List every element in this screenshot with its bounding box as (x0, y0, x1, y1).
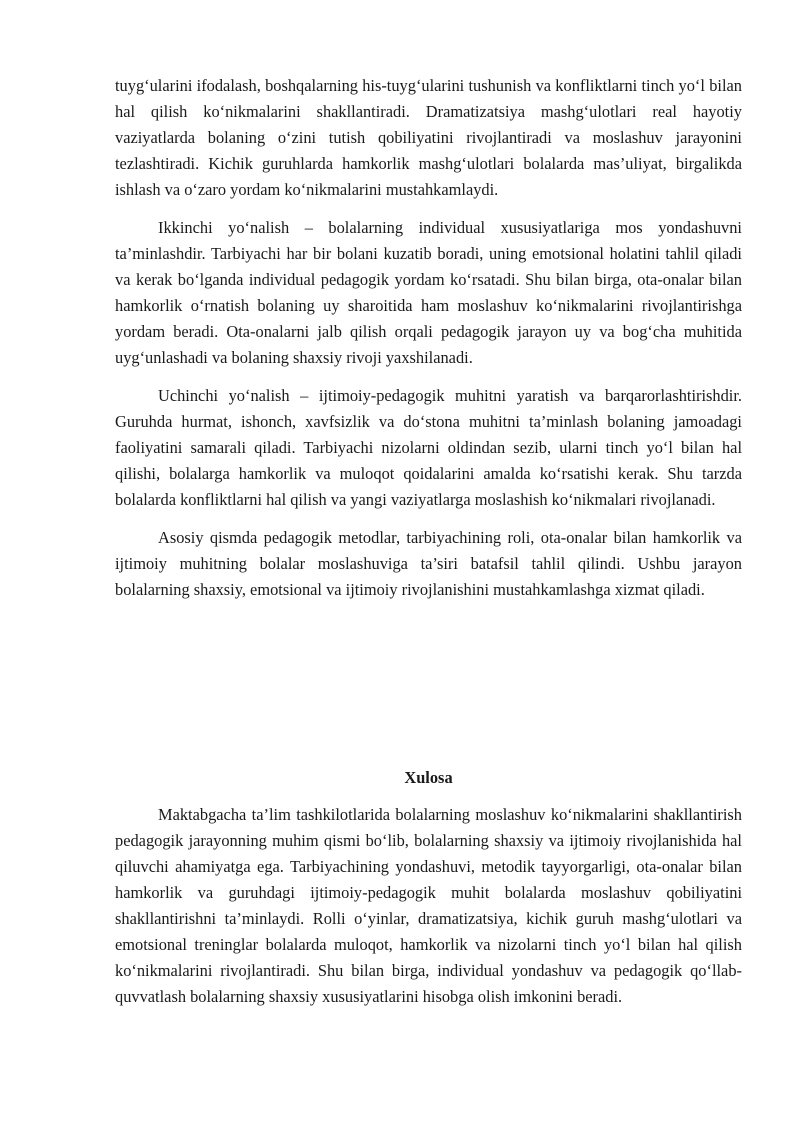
paragraph-third-direction: Uchinchi yo‘nalish – ijtimoiy-pedagogik muhitni yaratish va barqarorlashtirishdir. Guruhda hurmat, ishonch, xavfsizlik va do‘stona muhitni ta’minlash bolaning jamoadagi faoliyatini samarali qiladi. Tarbiyachi nizolarni oldindan sezib, ularni tinch yo‘l bilan hal qilishi, bolalarga hamkorlik va muloqot qoidalarini amalda ko‘rsatishi kerak. Shu tarzda bolalarda konfliktlarni hal qilish va yangi vaziyatlarga moslashish ko‘nikmalari rivojlanadi. (115, 386, 742, 509)
main-body (115, 73, 742, 603)
conclusion-paragraph: Maktabgacha ta’lim tashkilotlarida bolalarning moslashuv ko‘nikmalarini shakllantirish pedagogik jarayonning muhim qismi bo‘lib, bolalarning shaxsiy va ijtimoiy rivojlanishida hal qiluvchi ahamiyatga ega. Tarbiyachining yondashuvi, metodik tayyorgarligi, ota-onalar bilan hamkorlik va guruhdagi ijtimoiy-pedagogik muhit bolalarda moslashuv qobiliyatini shakllantirishni ta’minlaydi. Rolli o‘yinlar, dramatizatsiya, kichik guruh mashg‘ulotlari va emotsional treninglar bolalarda muloqot, hamkorlik va nizolarni tinch yo‘l bilan hal qilish ko‘nikmalarini rivojlantiradi. Shu bilan birga, individual yondashuv va pedagogik qo‘llab-quvvatlash bolalarning shaxsiy xususiyatlarini hisobga olish imkonini beradi. (115, 805, 742, 1006)
conclusion-heading: Xulosa (404, 768, 453, 787)
paragraph-main-summary: Asosiy qismda pedagogik metodlar, tarbiyachining roli, ota-onalar bilan hamkorlik va ijtimoiy muhitning bolalar moslashuviga ta’siri batafsil tahlil qilindi. Ushbu jarayon bolalarning shaxsiy, emotsional va ijtimoiy rivojlanishini mustahkamlashga xizmat qiladi. (115, 528, 742, 599)
conclusion-body (115, 802, 742, 1010)
paragraph-second-direction: Ikkinchi yo‘nalish – bolalarning individual xususiyatlariga mos yondashuvni ta’minlashdir. Tarbiyachi har bir bolani kuzatib boradi, uning emotsional holatini tahlil qiladi va kerak bo‘lganda individual pedagogik yordam ko‘rsatadi. Shu bilan birga, ota-onalar bilan hamkorlik o‘rnatish bolaning uy sharoitida ham moslashuv ko‘nikmalarini rivojlantirishga yordam beradi. Ota-onalarni jalb qilish orqali pedagogik jarayon uy va bog‘cha muhitida uyg‘unlashadi va bolaning shaxsiy rivoji yaxshilanadi. (115, 218, 742, 367)
paragraph-continuation: tuyg‘ularini ifodalash, boshqalarning his-tuyg‘ularini tushunish va konfliktlarni tinch yo‘l bilan hal qilish ko‘nikmalarini shakllantiradi. Dramatizatsiya mashg‘ulotlari real hayotiy vaziyatlarda bolaning o‘zini tutish qobiliyatini rivojlantiradi va moslashuv jarayonini tezlashtiradi. Kichik guruhlarda hamkorlik mashg‘ulotlari bolalarda mas’uliyat, birgalikda ishlash va o‘zaro yordam ko‘nikmalarini mustahkamlaydi. (115, 76, 742, 199)
